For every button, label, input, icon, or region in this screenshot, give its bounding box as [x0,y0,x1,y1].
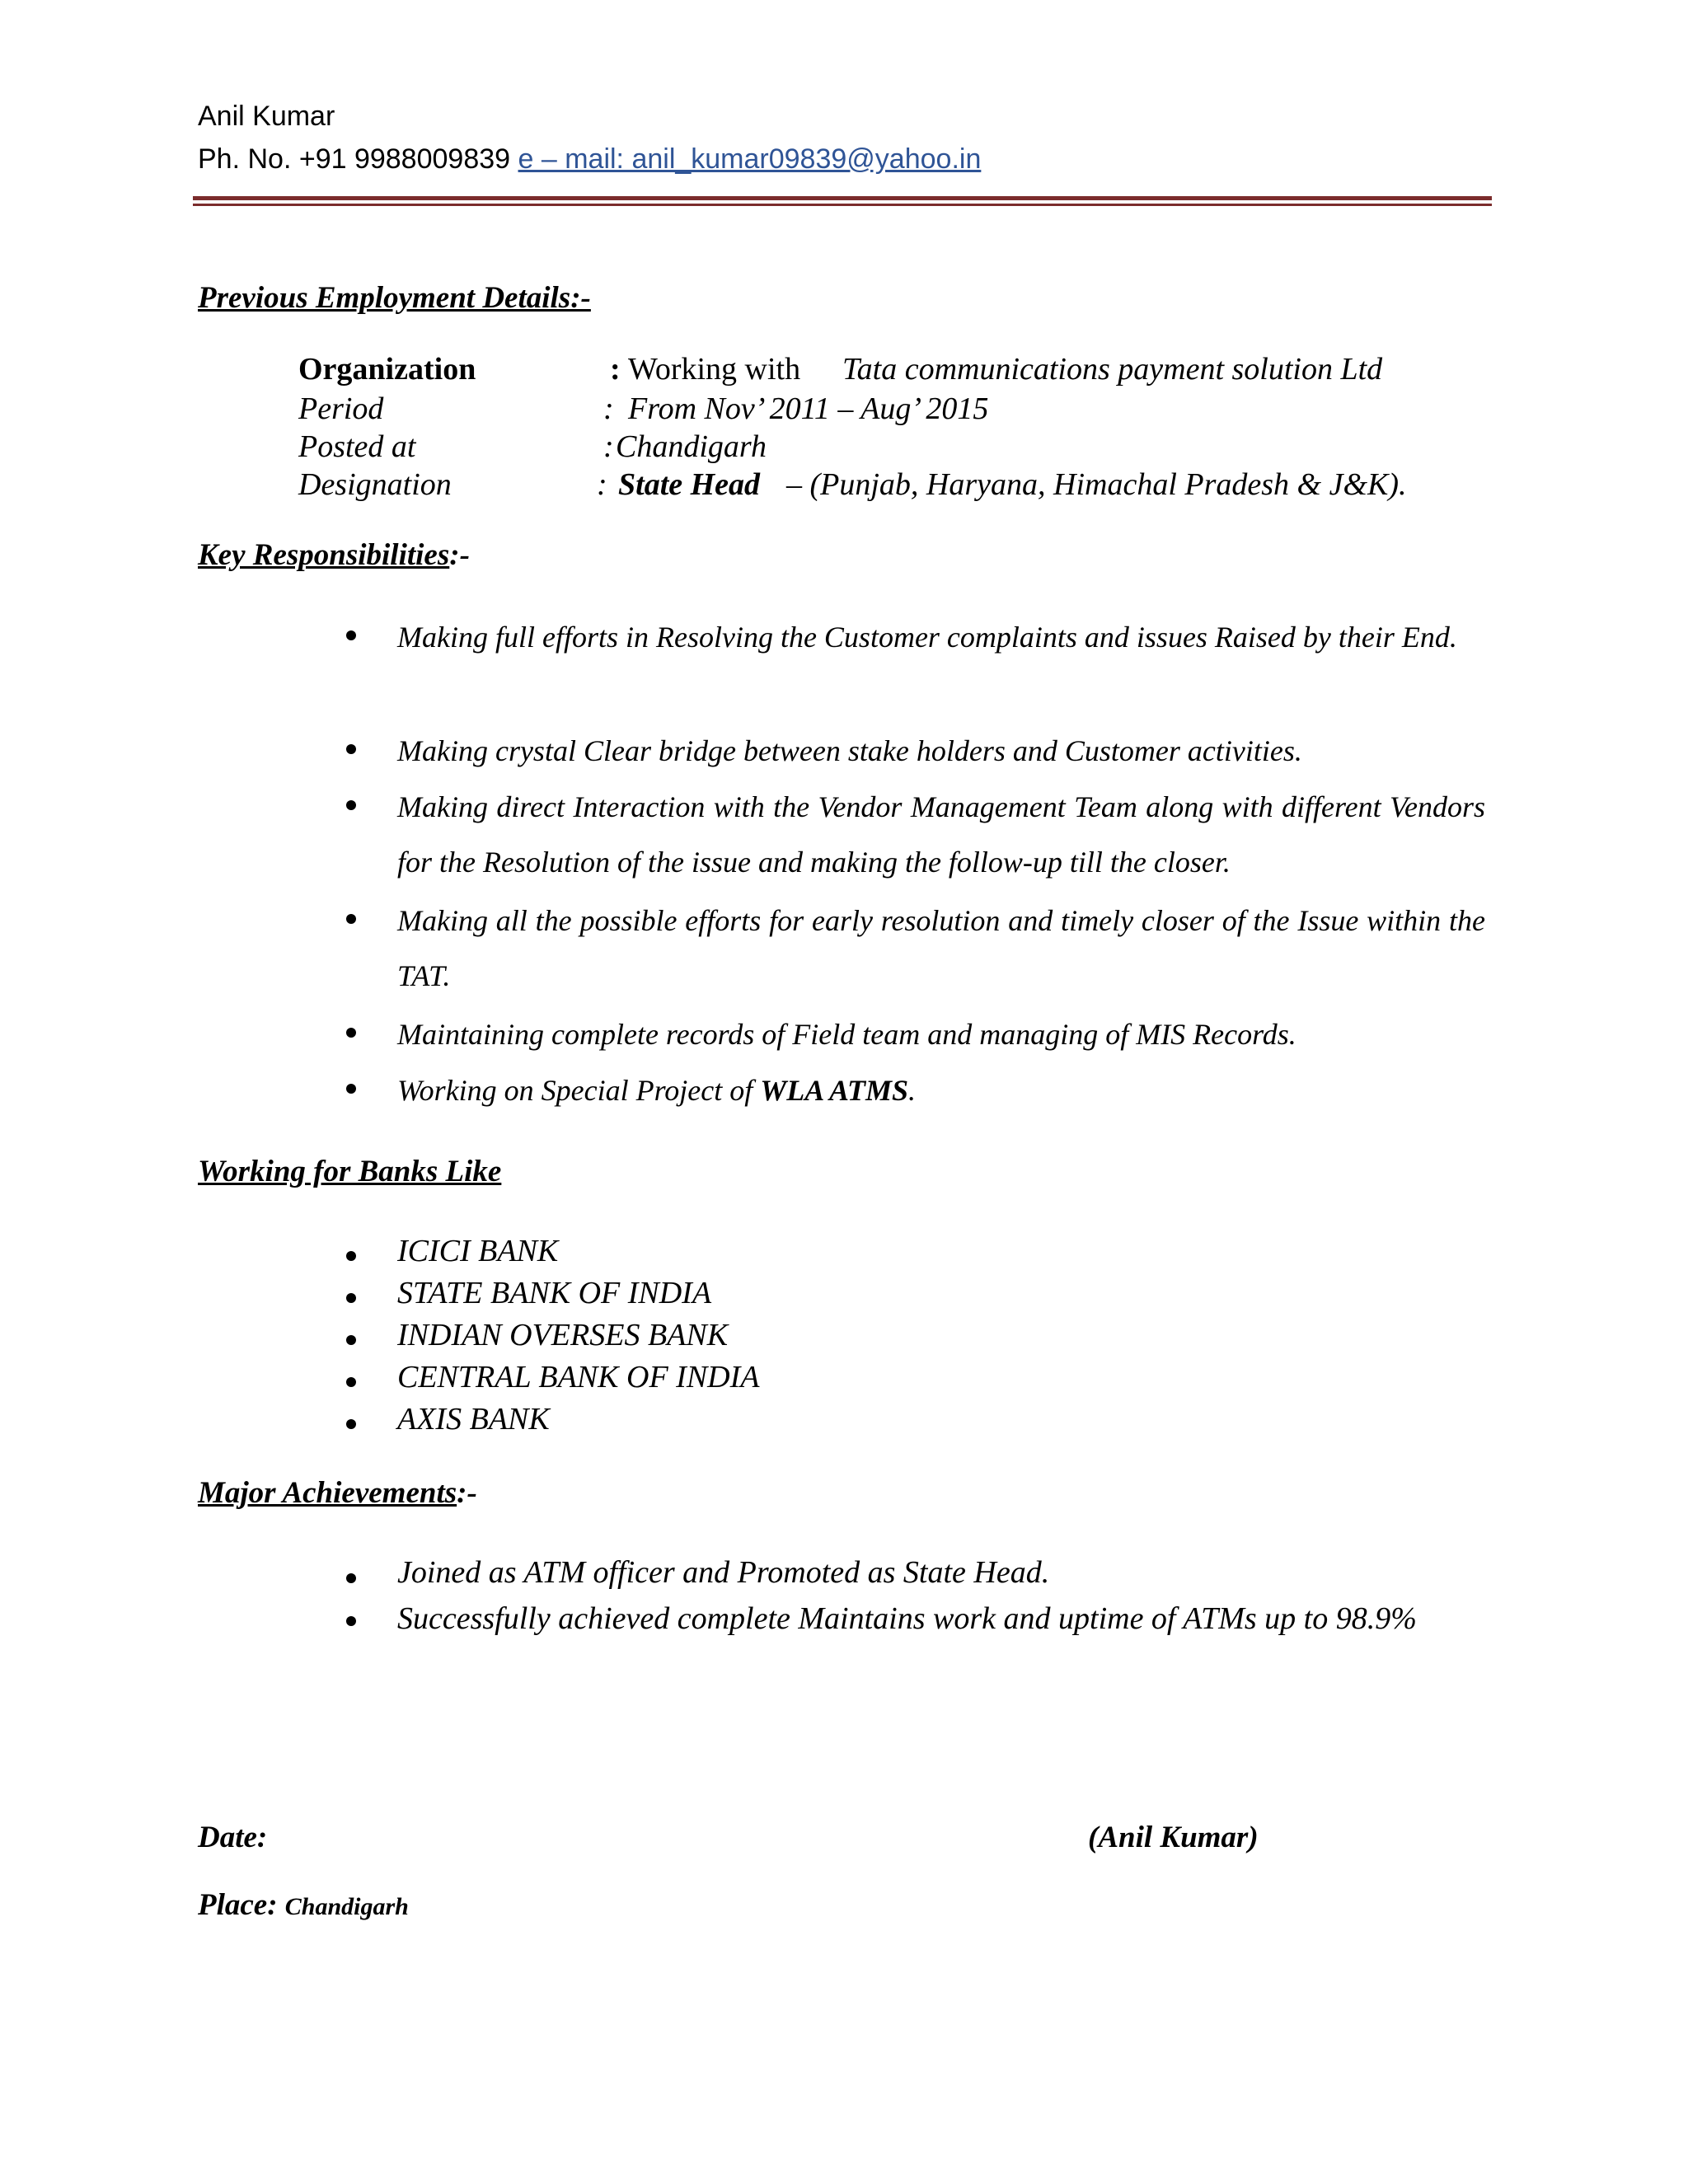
list-item: Successfully achieved complete Maintains work and uptime of ATMs up to 98.9% [397,1601,1417,1636]
bullet-dot [346,1084,356,1094]
field-label: Organization [298,352,476,387]
bullet-dot [346,1616,356,1626]
field-label: Posted at [298,429,416,464]
field-prefix: Working with [628,352,801,387]
bullet-dot [346,1573,356,1583]
field-label: Period [298,391,384,426]
list-item: Maintaining complete records of Field team and managing of MIS Records. [397,1018,1296,1051]
list-item-text: Working on Special Project of [397,1074,753,1107]
header-divider-thin [193,204,1492,206]
list-item: INDIAN OVERSES BANK [397,1318,729,1352]
contact-line [198,143,981,176]
heading-suffix: :- [449,538,470,572]
bullet-dot [346,1335,356,1345]
bullet-dot [346,744,356,754]
list-item: Making direct Interaction with the Vendor Management Team along with different Vendors for the Resolution of the issue and making the follow-up till the closer. [397,790,1485,879]
phone-number: Ph. No. +91 9988009839 [198,143,511,175]
signature-name: (Anil Kumar) [1088,1821,1259,1854]
bullet-dot [346,1251,356,1261]
list-item: Making full efforts in Resolving the Customer complaints and issues Raised by their End. [397,621,1457,654]
field-value: Chandigarh [616,429,767,464]
field-sep: : [603,391,614,426]
employment-heading-text: Previous Employment Details:- [198,281,591,315]
bullet-dot [346,1419,356,1429]
field-sep: : [603,429,614,464]
field-bold-value: State Head [618,467,761,502]
list-item: ICICI BANK [397,1234,559,1268]
responsibilities-heading [198,537,470,573]
list-item: Making crystal Clear bridge between stake holders and Customer activities. [397,734,1302,767]
field-sep: : [610,352,621,387]
place-line [198,1887,409,1923]
list-item: Making all the possible efforts for early resolution and timely closer of the Issue within the TAT. [397,904,1485,992]
bullet-dot [346,1377,356,1387]
banks-heading-text: Working for Banks Like [198,1155,502,1188]
responsibilities-heading-text: Key Responsibilities [198,538,450,572]
list-item-last [397,1063,1485,1118]
field-sep: : [597,467,607,502]
list-item: AXIS BANK [397,1402,550,1436]
place-label: Place: [198,1888,278,1922]
heading-suffix: :- [457,1476,477,1510]
list-item-end: . [908,1074,917,1107]
header-divider-thick [193,196,1492,200]
bullet-dot [346,800,356,810]
bullet-dot [346,1293,356,1303]
banks-heading [198,1154,501,1189]
list-item: CENTRAL BANK OF INDIA [397,1360,760,1394]
bullet-dot [346,630,356,640]
date-label: Date: [198,1821,268,1854]
bullet-dot [346,1028,356,1038]
list-item: STATE BANK OF INDIA [397,1276,712,1310]
field-label: Designation [298,467,452,502]
employment-heading [198,280,591,316]
email-link[interactable]: e – mail: anil_kumar09839@yahoo.in [518,143,982,175]
achievements-heading [198,1475,477,1511]
list-item: Joined as ATM officer and Promoted as State Head. [397,1555,1050,1590]
list-item-bold: WLA ATMS [760,1074,909,1107]
field-value: – (Punjab, Haryana, Himachal Pradesh & J&K). [786,467,1407,502]
bullet-dot [346,914,356,924]
field-value: From Nov’ 2011 – Aug’ 2015 [628,391,989,426]
achievements-heading-text: Major Achievements [198,1476,457,1510]
place-value: Chandigarh [284,1893,409,1920]
candidate-name: Anil Kumar [198,101,335,132]
field-value: Tata communications payment solution Ltd [842,352,1383,387]
